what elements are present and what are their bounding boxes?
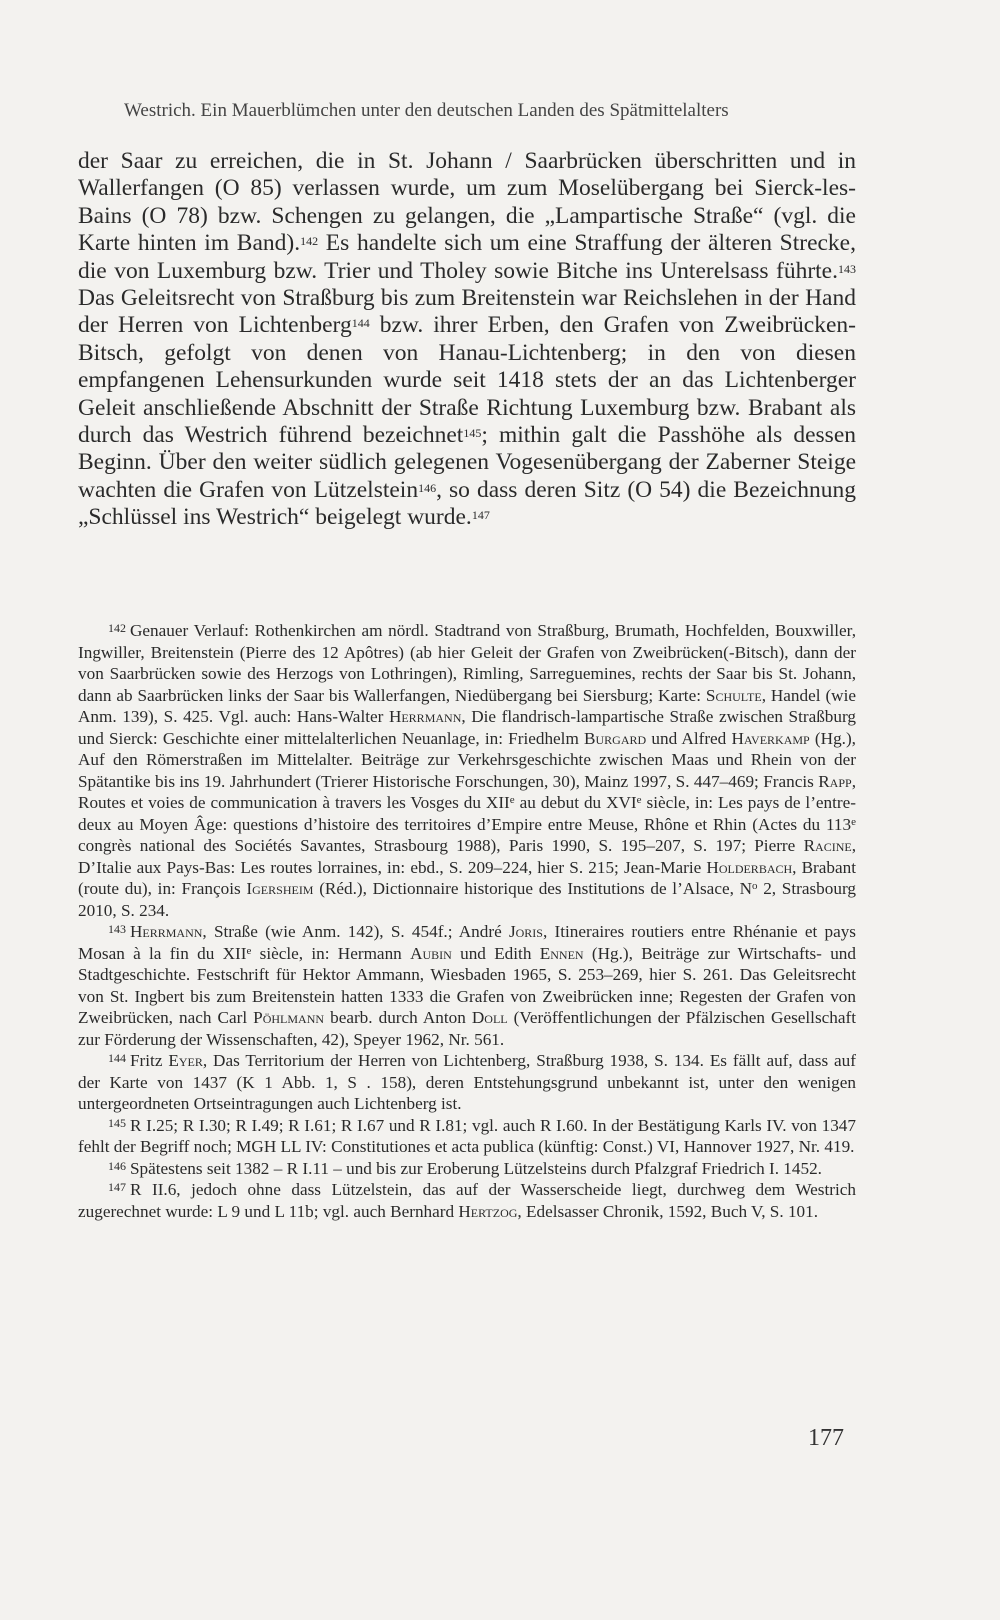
text-run: , D’Italie aux Pays-Bas: Les routes lorraines, in: ebd., S. 209–224, hier S. 215; Jean-Marie: [78, 836, 856, 877]
text-run: , Routes et voies de communication à travers les Vosges du XII: [78, 771, 856, 812]
footnote-ref-143[interactable]: 143: [838, 261, 856, 276]
footnote-ref-147[interactable]: 147: [471, 508, 490, 523]
author-name: Herrmann: [388, 707, 462, 726]
footnote-ref-144[interactable]: 144: [351, 316, 370, 331]
text-run: congrès national des Sociétés Savantes, Strasbourg 1988), Paris 1990, S. 195–207, S. 197; Pierre: [78, 836, 804, 855]
text-run: 2, Strasbourg 2010, S. 234.: [78, 879, 856, 920]
superscript: e: [246, 944, 252, 957]
main-text: [78, 148, 856, 532]
text-run: (Veröffentlichungen der Pfälzischen Gesellschaft zur Förderung der Wissenschaften, 42), Speyer 1962, Nr. 561.: [78, 1008, 856, 1049]
footnote-ref-146[interactable]: 146: [418, 480, 437, 495]
text-run: , Die flandrisch-lampartische Straße zwischen Straßburg und Sierck: Geschichte einer mittelalterlichen Neuanlage, in: Friedhelm: [78, 707, 856, 748]
footnote-144: [78, 1050, 856, 1115]
text-run: , Straße (wie Anm. 142), S. 454f.; André: [202, 922, 509, 941]
superscript: e: [636, 794, 642, 806]
author-name: Haverkamp: [731, 728, 810, 748]
author-name: Eyer: [168, 1051, 203, 1070]
footnote-number: 145: [108, 1115, 126, 1130]
footnote-ref-142[interactable]: 142: [300, 234, 319, 249]
footnote-146: [78, 1158, 856, 1180]
text-run: au debut du XVI: [514, 793, 637, 812]
main-paragraph: [78, 148, 856, 532]
page-number: 177: [808, 1425, 844, 1451]
text-run: bearb. durch Anton: [324, 1008, 472, 1027]
footnote-142: [78, 620, 856, 921]
footnote-number: 142: [108, 621, 126, 635]
footnote-number: 143: [108, 922, 126, 936]
text-run: siècle, in: Hermann: [251, 943, 411, 963]
text-run: , Das Territorium der Herren von Lichtenberg, Straßburg 1938, S. 134. Es fällt auf, dass auf der Karte von 1437 (K 1 Abb. 1, S . 158), deren Entstehungsgrund unbekannt ist, unter den wenigen untergeordneten Ortseintragungen auch Lichtenberg ist.: [78, 1051, 857, 1113]
text-run: (Hg.), Beiträge zur Wirtschafts- und Stadtgeschichte. Festschrift für Hektor Ammann, Wiesbaden 1965, S. 253–269, hier S. 261. Das Geleitsrecht von St. Ingbert bis zum Breitenstein hatten 1333 die Grafen von Zweibrücken inne; Regesten der Grafen von Zweibrücken, nach Carl: [78, 943, 856, 1027]
superscript: o: [752, 880, 758, 892]
author-name: Joris: [508, 922, 543, 941]
footnote-145: [78, 1115, 856, 1158]
author-name: Aubin: [410, 943, 452, 963]
author-name: Burgard: [584, 728, 647, 748]
text-run: Das Geleitsrecht von Straßburg bis zum Breitenstein war Reichslehen in der Hand der Herren von Lichtenberg: [78, 285, 856, 339]
superscript: e: [509, 794, 515, 806]
running-head: Westrich. Ein Mauerblümchen unter den deutschen Landen des Spätmittelalters: [124, 100, 729, 121]
text-run: , Handel (wie Anm. 139), S. 425. Vgl. auch: Hans-Walter: [78, 685, 856, 726]
footnote-147: [78, 1179, 856, 1222]
text-run: und Alfred: [646, 728, 732, 748]
author-name: Herrmann: [130, 922, 203, 941]
author-name: Hertzog: [458, 1201, 518, 1221]
footnote-number: 146: [108, 1158, 126, 1173]
author-name: Holderbach: [706, 857, 793, 877]
footnote-number: 144: [108, 1051, 126, 1065]
text-run: Es handelte sich um eine Straffung der älteren Strecke, die von Luxemburg bzw. Trier und Tholey sowie Bitche ins Unterelsass führte.: [78, 230, 856, 284]
text-run: , Brabant (route du), in: François: [78, 857, 856, 898]
text-run: bzw. ihrer Erben, den Grafen von Zweibrücken-Bitsch, gefolgt von denen von Hanau-Lichtenberg; in den von diesen empfangenen Lehensurkunden wurde seit 1418 stets der an das Lichtenberger Geleit anschließende Abschnitt der Straße Richtung Luxemburg bzw. Brabant als durch das Westrich führend bezeichnet: [78, 312, 856, 449]
text-run: , so dass deren Sitz (O 54) die Bezeichnung „Schlüssel ins Westrich“ beigelegt wurde.: [78, 476, 856, 531]
footnotes: [78, 620, 856, 1222]
author-name: Schulte: [705, 685, 762, 705]
footnote-ref-145[interactable]: 145: [463, 426, 482, 441]
text-run: R I.25; R I.30; R I.49; R I.61; R I.67 und R I.81; vgl. auch R I.60. In der Bestätigung Karls IV. von 1347 fehlt der Begriff noch; MGH LL IV: Constitutiones et acta publica (künftig: Const.) VI, Hannover 1927, Nr. 419.: [78, 1115, 856, 1156]
text-run: und Edith: [451, 943, 540, 963]
text-run: Genauer Verlauf: Rothenkirchen am nördl. Stadtrand von Straßburg, Brumath, Hochfelden, Bouxwiller, Ingwiller, Breitenstein (Pierre des 12 Apôtres) (ab hier Geleit der Grafen von Zweibrücken(-Bitsch), dann der von Saarbrücken sowie des Herzogs von Lothringen), Rimling, Sarreguemines, rechts der Saar bis St. Johann, dann ab Saarbrücken links der Saar bis Wallerfangen, Niedübergang bei Siersburg; Karte:: [78, 621, 856, 705]
text-run: Fritz: [130, 1051, 169, 1070]
author-name: Ennen: [539, 943, 584, 963]
text-run: Spätestens seit 1382 – R I.11 – und bis zur Eroberung Lützelsteins durch Pfalzgraf Friedrich I. 1452.: [130, 1158, 822, 1178]
footnote-number: 147: [108, 1180, 126, 1194]
text-run: der Saar zu erreichen, die in St. Johann / Saarbrücken überschritten und in Wallerfangen (O 85) verlassen wurde, um zum Moselübergang bei Sierck-les-Bains (O 78) bzw. Schengen zu gelangen, die „Lampartische Straße“ (vgl. die Karte hinten im Band).: [78, 148, 856, 257]
text-run: , Itineraires routiers entre Rhénanie et pays Mosan à la fin du XII: [78, 922, 856, 963]
text-run: ; mithin galt die Passhöhe als dessen Beginn. Über den weiter südlich gelegenen Vogesenübergang der Zaberner Steige wachten die Grafen von Lützelstein: [78, 422, 857, 503]
author-name: Igersheim: [246, 879, 314, 898]
superscript: e: [851, 815, 856, 828]
author-name: Racine: [803, 836, 852, 855]
author-name: Pöhlmann: [253, 1008, 325, 1027]
text-run: (Réd.), Dictionnaire historique des Institutions de l’Alsace, N: [313, 879, 752, 898]
footnote-143: [78, 921, 856, 1050]
text-run: (Hg.), Auf den Römerstraßen im Mittelalter. Beiträge zur Verkehrsgeschichte zwischen Maas und Rhein von der Spätantike bis ins 19. Jahrhundert (Trierer Historische Forschungen, 30), Mainz 1997, S. 447–469; Francis: [78, 728, 856, 791]
author-name: Doll: [471, 1008, 508, 1027]
author-name: Rapp: [818, 771, 852, 791]
text-run: siècle, in: Les pays de l’entre-deux au Moyen Âge: questions d’histoire des territoires d’Empire entre Meuse, Rhône et Rhin (Actes du 113: [78, 793, 856, 834]
text-run: , Edelsasser Chronik, 1592, Buch V, S. 101.: [517, 1201, 819, 1221]
text-run: R II.6, jedoch ohne dass Lützelstein, das auf der Wasserscheide liegt, durchweg dem Westrich zugerechnet wurde: L 9 und L 11b; vgl. auch Bernhard: [78, 1180, 856, 1221]
